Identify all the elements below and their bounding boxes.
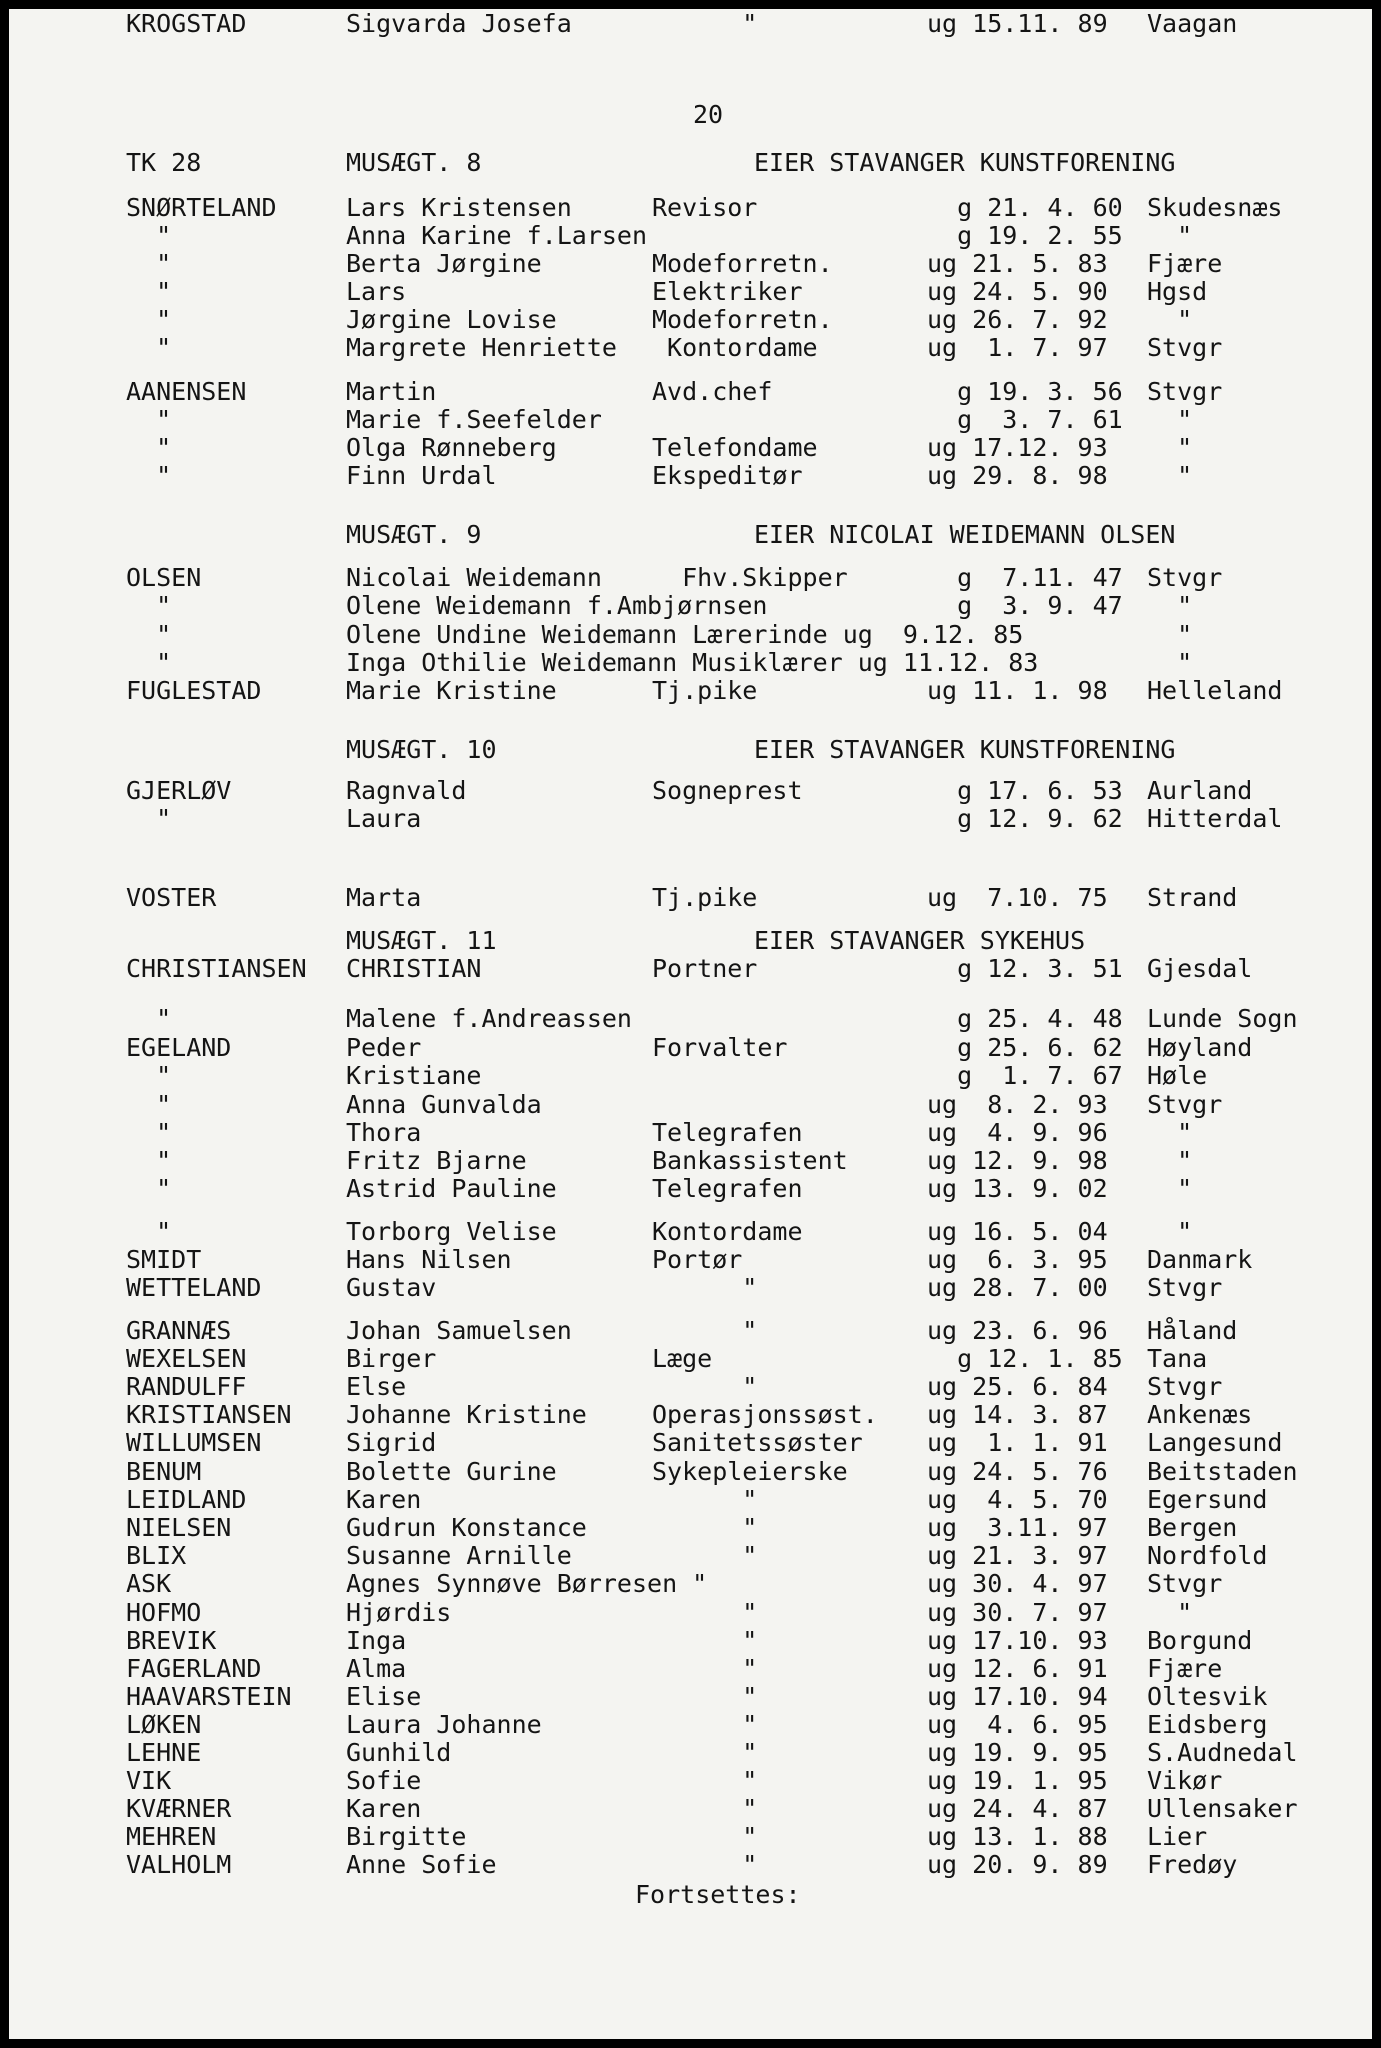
status-date: ug 13. 9. 02 bbox=[927, 1174, 1108, 1203]
surname: WETTELAND bbox=[126, 1273, 262, 1302]
occupation: Kontordame bbox=[652, 333, 818, 362]
surname: " bbox=[126, 305, 172, 334]
status-date: ug 28. 7. 00 bbox=[927, 1273, 1108, 1302]
surname: " bbox=[126, 620, 172, 649]
surname: WILLUMSEN bbox=[126, 1428, 262, 1457]
birthplace: Vikør bbox=[1147, 1766, 1223, 1795]
owner-heading: EIER NICOLAI WEIDEMANN OLSEN bbox=[754, 520, 1176, 549]
given-name: Agnes Synnøve Børresen " bbox=[346, 1569, 708, 1598]
owner-heading: EIER STAVANGER SYKEHUS bbox=[754, 926, 1086, 955]
birthplace: Fjære bbox=[1147, 1654, 1223, 1683]
surname: " bbox=[126, 333, 172, 362]
birthplace: " bbox=[1147, 405, 1193, 434]
surname: FUGLESTAD bbox=[126, 676, 262, 705]
birthplace: Stvgr bbox=[1147, 1569, 1223, 1598]
given-name: Kristiane bbox=[346, 1061, 482, 1090]
occupation: " bbox=[652, 1850, 758, 1879]
status-date: ug 4. 6. 95 bbox=[927, 1710, 1108, 1739]
surname: VOSTER bbox=[126, 883, 217, 912]
occupation: Ekspeditør bbox=[652, 461, 803, 490]
birthplace: " bbox=[1147, 620, 1193, 649]
surname: " bbox=[126, 277, 172, 306]
given-name: Birger bbox=[346, 1344, 437, 1373]
given-name: Sigvarda Josefa bbox=[346, 9, 572, 38]
given-name: Fritz Bjarne bbox=[346, 1146, 527, 1175]
surname: SNØRTELAND bbox=[126, 193, 277, 222]
surname: VALHOLM bbox=[126, 1850, 232, 1879]
birthplace: Aurland bbox=[1147, 776, 1253, 805]
birthplace: " bbox=[1147, 305, 1193, 334]
given-name: Jørgine Lovise bbox=[346, 305, 557, 334]
occupation: Tj.pike bbox=[652, 883, 758, 912]
surname: " bbox=[126, 804, 172, 833]
birthplace: Ullensaker bbox=[1147, 1794, 1298, 1823]
status-date: ug 4. 9. 96 bbox=[927, 1118, 1108, 1147]
occupation: Læge bbox=[652, 1344, 713, 1373]
given-name: Berta Jørgine bbox=[346, 249, 542, 278]
birthplace: Tana bbox=[1147, 1344, 1208, 1373]
surname: HOFMO bbox=[126, 1598, 202, 1627]
given-name: Margrete Henriette bbox=[346, 333, 617, 362]
surname: NIELSEN bbox=[126, 1513, 232, 1542]
occupation: Operasjonssøst. bbox=[652, 1400, 878, 1429]
status-date: ug 11. 1. 98 bbox=[927, 676, 1108, 705]
status-date: ug 12. 6. 91 bbox=[927, 1654, 1108, 1683]
status-date: ug 6. 3. 95 bbox=[927, 1245, 1108, 1274]
birthplace: Stvgr bbox=[1147, 1090, 1223, 1119]
occupation: " bbox=[652, 1794, 758, 1823]
surname: HAAVARSTEIN bbox=[126, 1682, 292, 1711]
owner-heading: EIER STAVANGER KUNSTFORENING bbox=[754, 735, 1176, 764]
given-name: Gudrun Konstance bbox=[346, 1513, 587, 1542]
surname: SMIDT bbox=[126, 1245, 202, 1274]
surname: " bbox=[126, 1174, 172, 1203]
birthplace: Lunde Sogn bbox=[1147, 1004, 1298, 1033]
occupation: Portner bbox=[652, 954, 758, 983]
given-name: Johan Samuelsen bbox=[346, 1316, 572, 1345]
surname: " bbox=[126, 1146, 172, 1175]
occupation: Portør bbox=[652, 1245, 743, 1274]
birthplace: Håland bbox=[1147, 1316, 1238, 1345]
given-name: Johanne Kristine bbox=[346, 1400, 587, 1429]
birthplace: " bbox=[1147, 433, 1193, 462]
given-name: Martin bbox=[346, 377, 437, 406]
surname: VIK bbox=[126, 1766, 172, 1795]
status-date: g 17. 6. 53 bbox=[927, 776, 1123, 805]
status-date: ug 1. 1. 91 bbox=[927, 1428, 1108, 1457]
birthplace: Ankenæs bbox=[1147, 1400, 1253, 1429]
surname: WEXELSEN bbox=[126, 1344, 247, 1373]
birthplace: " bbox=[1147, 591, 1193, 620]
surname: " bbox=[126, 1217, 172, 1246]
given-name: Olene Undine Weidemann Lærerinde ug 9.12. 85 bbox=[346, 620, 1024, 649]
surname: " bbox=[126, 1004, 172, 1033]
surname: " bbox=[126, 221, 172, 250]
occupation: " bbox=[652, 1766, 758, 1795]
occupation: " bbox=[652, 1738, 758, 1767]
given-name: Elise bbox=[346, 1682, 422, 1711]
given-name: Finn Urdal bbox=[346, 461, 497, 490]
surname: FAGERLAND bbox=[126, 1654, 262, 1683]
occupation: " bbox=[652, 1598, 758, 1627]
birthplace: Høle bbox=[1147, 1061, 1208, 1090]
status-date: g 7.11. 47 bbox=[927, 563, 1123, 592]
occupation: Elektriker bbox=[652, 277, 803, 306]
birthplace: " bbox=[1147, 1146, 1193, 1175]
status-date: ug 25. 6. 84 bbox=[927, 1372, 1108, 1401]
occupation: Kontordame bbox=[652, 1217, 803, 1246]
birthplace: Stvgr bbox=[1147, 377, 1223, 406]
birthplace: " bbox=[1147, 221, 1193, 250]
birthplace: Fredøy bbox=[1147, 1850, 1238, 1879]
status-date: ug 12. 9. 98 bbox=[927, 1146, 1108, 1175]
birthplace: Høyland bbox=[1147, 1033, 1253, 1062]
birthplace: " bbox=[1147, 1174, 1193, 1203]
given-name: CHRISTIAN bbox=[346, 954, 482, 983]
birthplace: Stvgr bbox=[1147, 333, 1223, 362]
occupation: Sykepleierske bbox=[652, 1457, 848, 1486]
occupation: Telegrafen bbox=[652, 1118, 803, 1147]
surname: KROGSTAD bbox=[126, 9, 247, 38]
occupation: " bbox=[652, 1654, 758, 1683]
occupation: Sogneprest bbox=[652, 776, 803, 805]
surname: " bbox=[126, 1118, 172, 1147]
occupation: " bbox=[652, 1372, 758, 1401]
given-name: Marie f.Seefelder bbox=[346, 405, 602, 434]
birthplace: Oltesvik bbox=[1147, 1682, 1268, 1711]
birthplace: Stvgr bbox=[1147, 1273, 1223, 1302]
given-name: Marta bbox=[346, 883, 422, 912]
page-number: 20 bbox=[693, 100, 724, 129]
surname: GJERLØV bbox=[126, 776, 232, 805]
surname: MEHREN bbox=[126, 1822, 217, 1851]
surname: BREVIK bbox=[126, 1626, 217, 1655]
surname: KRISTIANSEN bbox=[126, 1400, 292, 1429]
status-date: ug 14. 3. 87 bbox=[927, 1400, 1108, 1429]
occupation: " bbox=[652, 1316, 758, 1345]
given-name: Anna Gunvalda bbox=[346, 1090, 542, 1119]
occupation: Tj.pike bbox=[652, 676, 758, 705]
given-name: Bolette Gurine bbox=[346, 1457, 557, 1486]
surname: " bbox=[126, 648, 172, 677]
occupation: Fhv.Skipper bbox=[652, 563, 848, 592]
section-title: MUSÆGT. 9 bbox=[346, 520, 482, 549]
occupation: " bbox=[652, 9, 758, 38]
surname: LEHNE bbox=[126, 1738, 202, 1767]
given-name: Astrid Pauline bbox=[346, 1174, 557, 1203]
surname: BLIX bbox=[126, 1541, 187, 1570]
status-date: g 25. 6. 62 bbox=[927, 1033, 1123, 1062]
owner-heading: EIER STAVANGER KUNSTFORENING bbox=[754, 148, 1176, 177]
musaegt-heading: MUSÆGT. 8 bbox=[346, 148, 482, 177]
birthplace: Stvgr bbox=[1147, 1372, 1223, 1401]
birthplace: Bergen bbox=[1147, 1513, 1238, 1542]
surname: AANENSEN bbox=[126, 377, 247, 406]
status-date: ug 21. 5. 83 bbox=[927, 249, 1108, 278]
status-date: g 12. 9. 62 bbox=[927, 804, 1123, 833]
occupation: " bbox=[652, 1822, 758, 1851]
status-date: ug 26. 7. 92 bbox=[927, 305, 1108, 334]
birthplace: Stvgr bbox=[1147, 563, 1223, 592]
header-line bbox=[9, 148, 1176, 178]
given-name: Susanne Arnille bbox=[346, 1541, 572, 1570]
given-name: Ragnvald bbox=[346, 776, 467, 805]
birthplace: Fjære bbox=[1147, 249, 1223, 278]
occupation: " bbox=[652, 1541, 758, 1570]
occupation: Modeforretn. bbox=[652, 305, 833, 334]
status-date: ug 24. 4. 87 bbox=[927, 1794, 1108, 1823]
given-name: Malene f.Andreassen bbox=[346, 1004, 632, 1033]
birthplace: Eidsberg bbox=[1147, 1710, 1268, 1739]
surname: " bbox=[126, 591, 172, 620]
birthplace: S.Audnedal bbox=[1147, 1738, 1298, 1767]
birthplace: Egersund bbox=[1147, 1485, 1268, 1514]
status-date: ug 3.11. 97 bbox=[927, 1513, 1108, 1542]
given-name: Alma bbox=[346, 1654, 407, 1683]
birthplace: " bbox=[1147, 461, 1193, 490]
occupation: " bbox=[652, 1626, 758, 1655]
section-title: MUSÆGT. 11 bbox=[346, 926, 497, 955]
given-name: Karen bbox=[346, 1794, 422, 1823]
birthplace: " bbox=[1147, 648, 1193, 677]
surname: CHRISTIANSEN bbox=[126, 954, 307, 983]
status-date: ug 21. 3. 97 bbox=[927, 1541, 1108, 1570]
status-date: ug 19. 1. 95 bbox=[927, 1766, 1108, 1795]
document-page bbox=[9, 9, 1372, 2039]
given-name: Hjørdis bbox=[346, 1598, 452, 1627]
given-name: Laura Johanne bbox=[346, 1710, 542, 1739]
occupation: Sanitetssøster bbox=[652, 1428, 863, 1457]
surname: BENUM bbox=[126, 1457, 202, 1486]
status-date: ug 24. 5. 76 bbox=[927, 1457, 1108, 1486]
surname: GRANNÆS bbox=[126, 1316, 232, 1345]
given-name: Inga Othilie Weidemann Musiklærer ug 11.12. 83 bbox=[346, 648, 1039, 677]
surname: " bbox=[126, 433, 172, 462]
status-date: ug 15.11. 89 bbox=[927, 9, 1108, 38]
surname: OLSEN bbox=[126, 563, 202, 592]
surname: ASK bbox=[126, 1569, 172, 1598]
status-date: g 19. 2. 55 bbox=[927, 221, 1123, 250]
given-name: Olga Rønneberg bbox=[346, 433, 557, 462]
status-date: ug 30. 7. 97 bbox=[927, 1598, 1108, 1627]
birthplace: Beitstaden bbox=[1147, 1457, 1298, 1486]
occupation: Modeforretn. bbox=[652, 249, 833, 278]
occupation: Telefondame bbox=[652, 433, 818, 462]
given-name: Else bbox=[346, 1372, 407, 1401]
given-name: Peder bbox=[346, 1033, 422, 1062]
status-date: g 12. 1. 85 bbox=[927, 1344, 1123, 1373]
status-date: g 21. 4. 60 bbox=[927, 193, 1123, 222]
given-name: Sigrid bbox=[346, 1428, 437, 1457]
occupation: Forvalter bbox=[652, 1033, 788, 1062]
status-date: ug 13. 1. 88 bbox=[927, 1822, 1108, 1851]
given-name: Karen bbox=[346, 1485, 422, 1514]
birthplace: Danmark bbox=[1147, 1245, 1253, 1274]
given-name: Marie Kristine bbox=[346, 676, 557, 705]
status-date: g 3. 7. 61 bbox=[927, 405, 1123, 434]
surname: " bbox=[126, 1061, 172, 1090]
surname: LEIDLAND bbox=[126, 1485, 247, 1514]
given-name: Anna Karine f.Larsen bbox=[346, 221, 648, 250]
birthplace: Nordfold bbox=[1147, 1541, 1268, 1570]
occupation: " bbox=[652, 1513, 758, 1542]
surname: RANDULFF bbox=[126, 1372, 247, 1401]
birthplace: Helleland bbox=[1147, 676, 1283, 705]
given-name: Laura bbox=[346, 804, 422, 833]
given-name: Gustav bbox=[346, 1273, 437, 1302]
given-name: Lars bbox=[346, 277, 407, 306]
occupation: " bbox=[652, 1682, 758, 1711]
given-name: Olene Weidemann f.Ambjørnsen bbox=[346, 591, 768, 620]
birthplace: Hitterdal bbox=[1147, 804, 1283, 833]
surname: " bbox=[126, 249, 172, 278]
given-name: Hans Nilsen bbox=[346, 1245, 512, 1274]
tk-label: TK 28 bbox=[126, 148, 202, 177]
status-date: ug 29. 8. 98 bbox=[927, 461, 1108, 490]
birthplace: Strand bbox=[1147, 883, 1238, 912]
given-name: Nicolai Weidemann bbox=[346, 563, 602, 592]
given-name: Inga bbox=[346, 1626, 407, 1655]
birthplace: Langesund bbox=[1147, 1428, 1283, 1457]
birthplace: " bbox=[1147, 1217, 1193, 1246]
occupation: " bbox=[652, 1710, 758, 1739]
status-date: ug 19. 9. 95 bbox=[927, 1738, 1108, 1767]
given-name: Torborg Velise bbox=[346, 1217, 557, 1246]
status-date: ug 4. 5. 70 bbox=[927, 1485, 1108, 1514]
status-date: g 1. 7. 67 bbox=[927, 1061, 1123, 1090]
continued-note: Fortsettes: bbox=[635, 1880, 801, 1909]
birthplace: " bbox=[1147, 1118, 1193, 1147]
surname: KVÆRNER bbox=[126, 1794, 232, 1823]
surname: LØKEN bbox=[126, 1710, 202, 1739]
status-date: ug 1. 7. 97 bbox=[927, 333, 1108, 362]
surname: " bbox=[126, 461, 172, 490]
birthplace: Gjesdal bbox=[1147, 954, 1253, 983]
status-date: ug 30. 4. 97 bbox=[927, 1569, 1108, 1598]
given-name: Sofie bbox=[346, 1766, 422, 1795]
status-date: ug 20. 9. 89 bbox=[927, 1850, 1108, 1879]
surname: EGELAND bbox=[126, 1033, 232, 1062]
birthplace: Hgsd bbox=[1147, 277, 1208, 306]
status-date: g 25. 4. 48 bbox=[927, 1004, 1123, 1033]
given-name: Gunhild bbox=[346, 1738, 452, 1767]
given-name: Birgitte bbox=[346, 1822, 467, 1851]
occupation: Revisor bbox=[652, 193, 758, 222]
given-name: Anne Sofie bbox=[346, 1850, 497, 1879]
status-date: g 12. 3. 51 bbox=[927, 954, 1123, 983]
occupation: Avd.chef bbox=[652, 377, 773, 406]
occupation: " bbox=[652, 1485, 758, 1514]
occupation: Telegrafen bbox=[652, 1174, 803, 1203]
status-date: ug 17.10. 93 bbox=[927, 1626, 1108, 1655]
section-title: MUSÆGT. 10 bbox=[346, 735, 497, 764]
given-name: Thora bbox=[346, 1118, 422, 1147]
birthplace: Borgund bbox=[1147, 1626, 1253, 1655]
status-date: ug 23. 6. 96 bbox=[927, 1316, 1108, 1345]
birthplace: " bbox=[1147, 1598, 1193, 1627]
status-date: g 19. 3. 56 bbox=[927, 377, 1123, 406]
birthplace: Vaagan bbox=[1147, 9, 1238, 38]
surname: " bbox=[126, 405, 172, 434]
status-date: g 3. 9. 47 bbox=[927, 591, 1123, 620]
status-date: ug 17.10. 94 bbox=[927, 1682, 1108, 1711]
status-date: ug 8. 2. 93 bbox=[927, 1090, 1108, 1119]
birthplace: Skudesnæs bbox=[1147, 193, 1283, 222]
birthplace: Lier bbox=[1147, 1822, 1208, 1851]
status-date: ug 17.12. 93 bbox=[927, 433, 1108, 462]
occupation: Bankassistent bbox=[652, 1146, 848, 1175]
status-date: ug 7.10. 75 bbox=[927, 883, 1108, 912]
status-date: ug 16. 5. 04 bbox=[927, 1217, 1108, 1246]
status-date: ug 24. 5. 90 bbox=[927, 277, 1108, 306]
given-name: Lars Kristensen bbox=[346, 193, 572, 222]
surname: " bbox=[126, 1090, 172, 1119]
occupation: " bbox=[652, 1273, 758, 1302]
